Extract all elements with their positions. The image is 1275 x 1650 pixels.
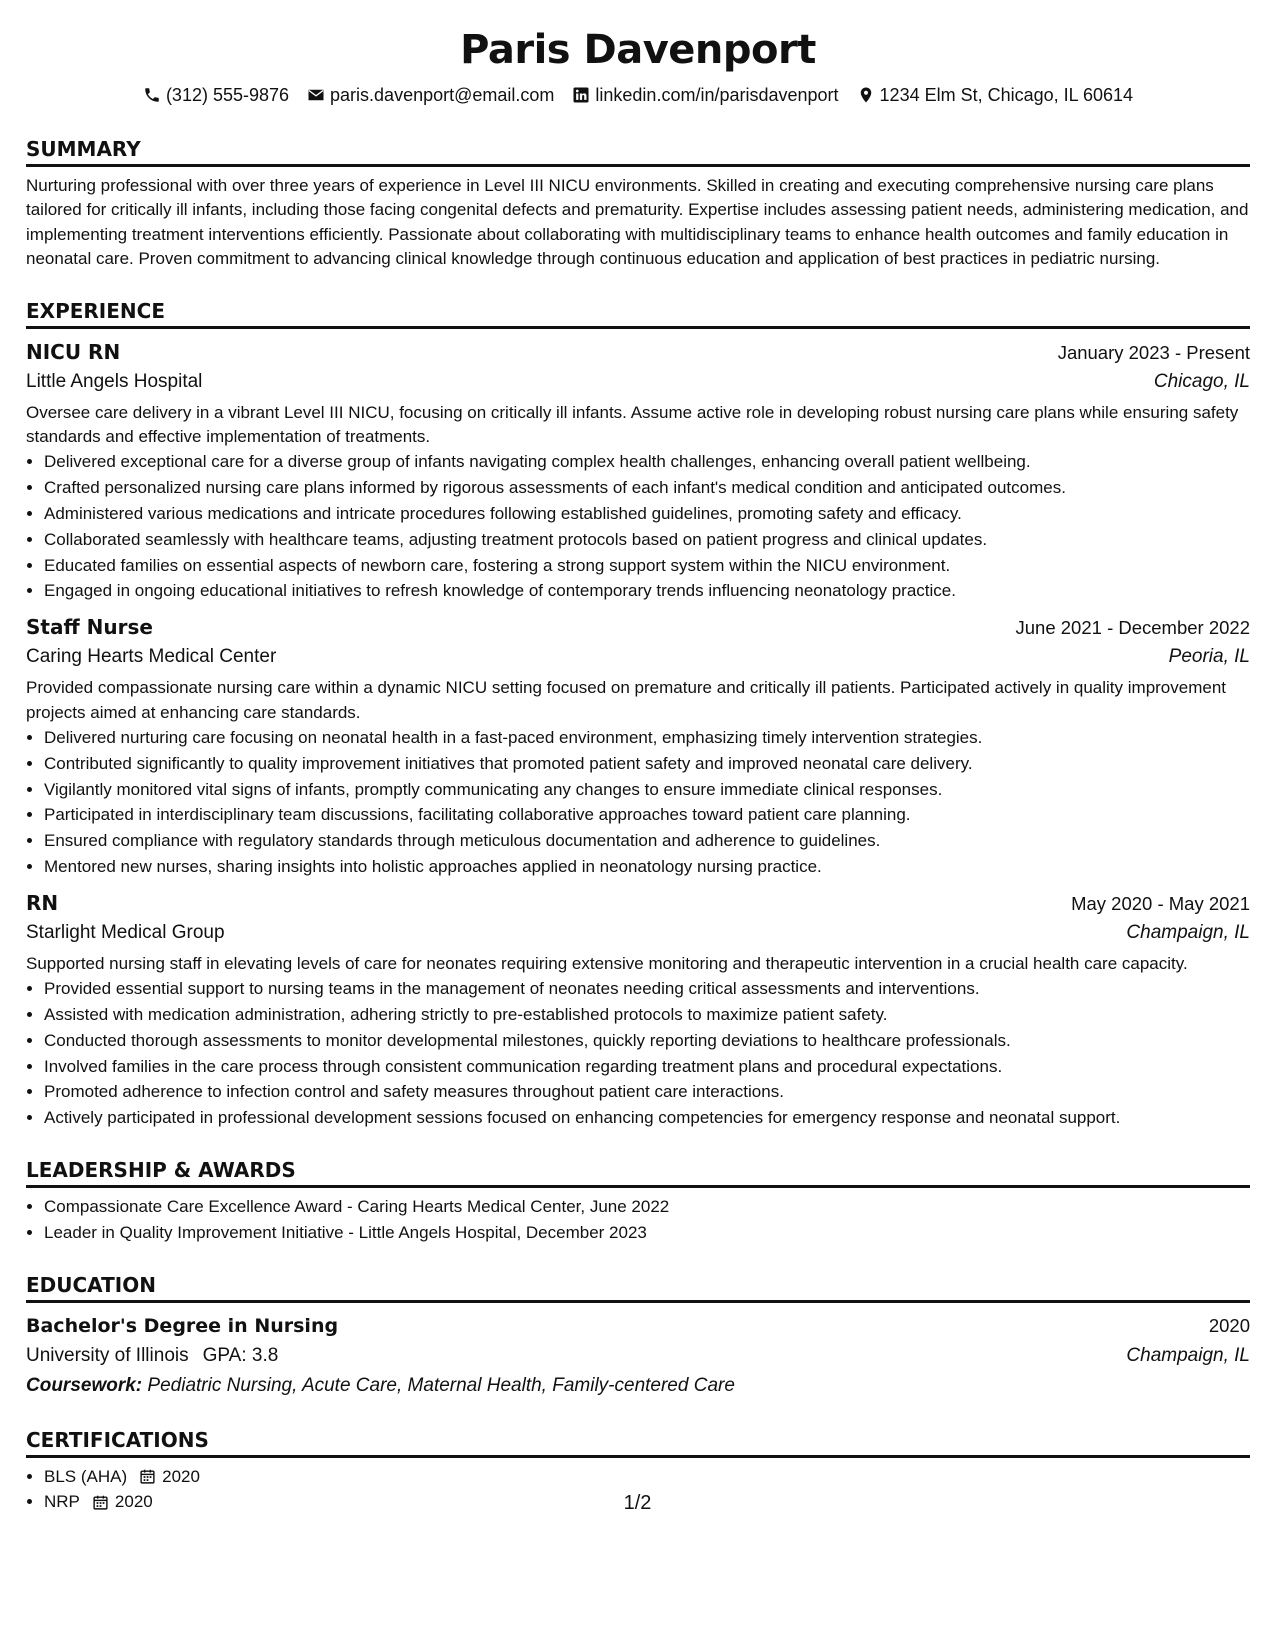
list-item: • Collaborated seamlessly with healthcare teams, adjusting treatment protocols based on patient progress and clinical updates. <box>44 527 1250 553</box>
job-title: RN <box>26 890 59 915</box>
certifications-heading: CERTIFICATIONS <box>26 1427 1250 1458</box>
list-item: • Provided essential support to nursing teams in the management of neonates needing critical assessments and interventions. <box>44 976 1250 1002</box>
linkedin-icon <box>572 86 590 104</box>
job-date: January 2023 - Present <box>1057 341 1250 363</box>
cert-year: 2020 <box>114 1492 153 1512</box>
job-date: June 2021 - December 2022 <box>1015 617 1250 639</box>
cert-name: • BLS (AHA) <box>44 1466 128 1486</box>
job-org: Little Angels Hospital <box>26 370 203 392</box>
job-location: Chicago, IL <box>1153 370 1250 392</box>
list-item: • Leader in Quality Improvement Initiative - Little Angels Hospital, December 2023 <box>44 1220 1250 1246</box>
page-number: 1/2 <box>623 1492 652 1514</box>
list-item: • Engaged in ongoing educational initiatives to refresh knowledge of contemporary trends influencing neonatology practice. <box>44 578 1250 604</box>
address-text: 1234 Elm St, Chicago, IL 60614 <box>879 84 1134 105</box>
list-item: • Assisted with medication administration, adhering strictly to pre-established protocols to maximize patient safety. <box>44 1002 1250 1028</box>
job-org: Caring Hearts Medical Center <box>26 646 277 668</box>
cert-year: 2020 <box>162 1466 200 1486</box>
coursework-label: Coursework: <box>26 1374 143 1396</box>
contact-phone[interactable] <box>143 85 289 106</box>
list-item: • Crafted personalized nursing care plans informed by rigorous assessments of each infant's medical condition and anticipated outcomes. <box>44 475 1250 501</box>
phone-icon <box>143 86 161 104</box>
job-date: May 2020 - May 2021 <box>1071 892 1250 914</box>
job-entry <box>26 888 1250 1131</box>
calendar-icon <box>139 1468 156 1485</box>
job-description: Oversee care delivery in a vibrant Level III NICU, focusing on critically ill infants. Assume active role in developing robust nursing care plans while ensuring safety standards and effective implementation of treatments. <box>26 402 1239 447</box>
experience-heading: EXPERIENCE <box>26 298 1250 329</box>
list-item: • Ensured compliance with regulatory standards through meticulous documentation and adherence to guidelines. <box>44 828 1250 854</box>
list-item: • Contributed significantly to quality improvement initiatives that promoted patient safety and improved neonatal care delivery. <box>44 751 1250 777</box>
list-item: • Participated in interdisciplinary team discussions, facilitating collaborative approaches toward patient care planning. <box>44 802 1250 828</box>
job-description: Provided compassionate nursing care within a dynamic NICU setting focused on premature and critically ill patients. Participated actively in quality improvement projects aimed at enhancing care standards. <box>26 678 1227 722</box>
email-text: paris.davenport@email.com <box>330 84 555 105</box>
job-bullets <box>26 976 1250 1131</box>
contact-email[interactable] <box>307 85 554 106</box>
leadership-heading: LEADERSHIP & AWARDS <box>26 1157 1250 1188</box>
job-bullets <box>26 725 1250 880</box>
job-org: Starlight Medical Group <box>26 921 225 943</box>
list-item: • Compassionate Care Excellence Award - Caring Hearts Medical Center, June 2022 <box>44 1194 1250 1220</box>
envelope-icon <box>307 86 325 104</box>
linkedin-text: linkedin.com/in/parisdavenport <box>595 84 839 105</box>
job-description: Supported nursing staff in elevating levels of care for neonates requiring extensive monitoring and therapeutic intervention in a crucial health care capacity. <box>26 953 1188 973</box>
summary-heading: SUMMARY <box>26 136 1250 167</box>
list-item: • Involved families in the care process through consistent communication regarding treatment plans and procedural expectations. <box>44 1054 1250 1080</box>
school-location: Champaign, IL <box>1126 1344 1250 1366</box>
list-item: • Mentored new nurses, sharing insights into holistic approaches applied in neonatology nursing practice. <box>44 854 1250 880</box>
coursework <box>26 1371 1250 1401</box>
contact-linkedin[interactable] <box>572 85 838 106</box>
job-entry <box>26 612 1250 880</box>
contact-bar <box>26 80 1250 110</box>
degree: Bachelor's Degree in Nursing <box>26 1314 339 1337</box>
phone-text: (312) 555-9876 <box>165 84 290 105</box>
contact-address <box>857 85 1134 106</box>
job-location: Peoria, IL <box>1168 646 1250 668</box>
awards-list <box>26 1194 1250 1246</box>
list-item: • Actively participated in professional development sessions focused on enhancing competencies for emergency response and neonatal support. <box>44 1105 1250 1131</box>
list-item: • Promoted adherence to infection control and safety measures throughout patient care interactions. <box>44 1079 1250 1105</box>
list-item <box>44 1464 1250 1490</box>
list-item: • Educated families on essential aspects of newborn care, fostering a strong support system within the NICU environment. <box>44 553 1250 579</box>
job-location: Champaign, IL <box>1126 921 1250 943</box>
list-item: • Delivered exceptional care for a diverse group of infants navigating complex health challenges, enhancing overall patient wellbeing. <box>44 449 1250 475</box>
job-bullets <box>26 449 1250 604</box>
resume-page <box>26 0 1250 1515</box>
gpa: GPA: 3.8 <box>202 1344 279 1366</box>
list-item: • Conducted thorough assessments to monitor developmental milestones, quickly reporting deviations to healthcare professionals. <box>44 1028 1250 1054</box>
education-heading: EDUCATION <box>26 1272 1250 1303</box>
candidate-name: Paris Davenport <box>460 27 816 73</box>
cert-name: • NRP <box>44 1492 80 1512</box>
list-item: • Delivered nurturing care focusing on neonatal health in a fast-paced environment, emphasizing timely intervention strategies. <box>44 725 1250 751</box>
school-name: University of Illinois <box>26 1344 189 1366</box>
summary-text: Nurturing professional with over three years of experience in Level III NICU environments. Skilled in creating and executing comprehensive nursing care plans tailored for critically ill infants, including those facing congenital defects and prematurity. Expertise includes assessing patient needs, administering medication, and implementing treatment interventions efficiently. Passionate about collaborating with multidisciplinary teams to enhance health outcomes and family education in neonatal care. Proven commitment to advancing clinical knowledge through continuous education and application of best practices in pediatric nursing. <box>26 176 1249 269</box>
degree-year: 2020 <box>1208 1314 1250 1336</box>
job-title: NICU RN <box>26 339 121 364</box>
map-pin-icon <box>857 86 875 104</box>
coursework-text: Pediatric Nursing, Acute Care, Maternal Health, Family-centered Care <box>147 1374 735 1396</box>
job-entry <box>26 337 1250 605</box>
list-item: • Vigilantly monitored vital signs of infants, promptly communicating any changes to ensure immediate clinical responses. <box>44 777 1250 803</box>
job-title: Staff Nurse <box>26 615 153 640</box>
list-item: • Administered various medications and intricate procedures following established guidelines, promoting safety and efficacy. <box>44 501 1250 527</box>
